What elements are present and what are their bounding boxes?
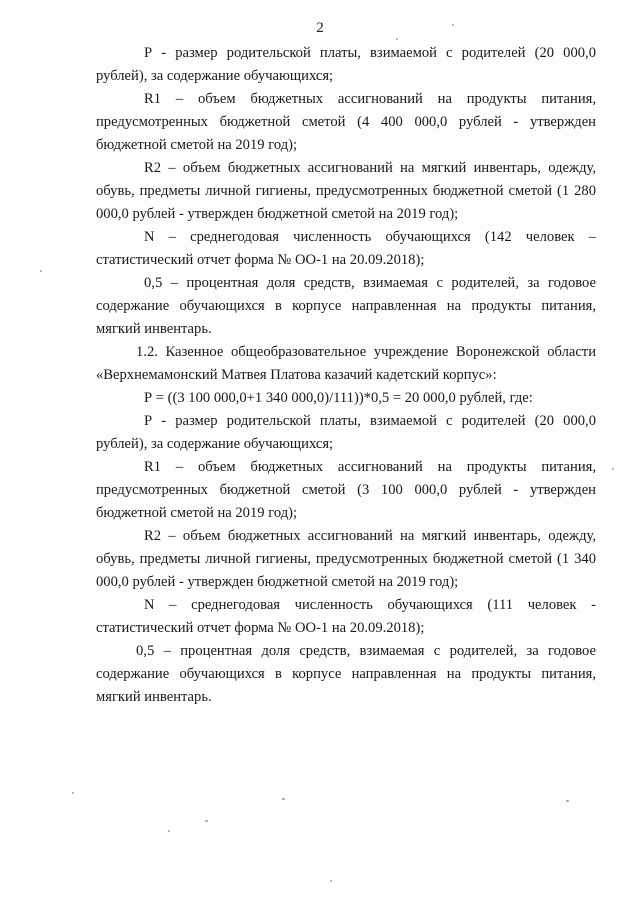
scan-speck [396,38,398,40]
formula-line: Р = ((3 100 000,0+1 340 000,0)/111))*0,5 = 20 000,0 рублей, где: [144,390,533,406]
scan-speck [612,468,614,470]
paragraph-share-definition: 0,5 – процентная доля средств, взимаемая с родителей, за годовое содержание обучающихся в корпусе направленная на продукты питания, мягкий инвентарь. [96,275,596,337]
scan-speck [330,880,332,882]
scan-speck [282,798,285,800]
scan-speck [168,830,170,832]
paragraph-r2-definition-2: R2 – объем бюджетных ассигнований на мягкий инвентарь, одежду, обувь, предметы личной гигиены, предусмотренных бюджетной сметой (1 340 000,0 рублей - утвержден бюджетной сметой на 2019 год); [96,528,596,590]
paragraph-p-definition-2: Р - размер родительской платы, взимаемой с родителей (20 000,0 рублей), за содержание обучающихся; [96,413,596,452]
paragraph-n-definition-2: N – среднегодовая численность обучающихся (111 человек - статистический отчет форма № ОО-1 на 20.09.2018); [96,597,596,636]
scan-speck [205,820,208,822]
paragraph-share-definition-2: 0,5 – процентная доля средств, взимаемая с родителей, за годовое содержание обучающихся в корпусе направленная на продукты питания, мягкий инвентарь. [96,643,596,705]
paragraph-r1-definition-2: R1 – объем бюджетных ассигнований на продукты питания, предусмотренных бюджетной сметой (3 100 000,0 рублей - утвержден бюджетной сметой на 2019 год); [96,459,596,521]
scan-speck [566,800,569,802]
section-heading-1-2: 1.2. Казенное общеобразовательное учреждение Воронежской области «Верхнемамонский Матвея Платова казачий кадетский корпус»: [96,344,596,383]
document-body [96,42,596,709]
paragraph-r1-definition: R1 – объем бюджетных ассигнований на продукты питания, предусмотренных бюджетной сметой (4 400 000,0 рублей - утвержден бюджетной сметой на 2019 год); [96,91,596,153]
paragraph-r2-definition: R2 – объем бюджетных ассигнований на мягкий инвентарь, одежду, обувь, предметы личной гигиены, предусмотренных бюджетной сметой (1 280 000,0 рублей - утвержден бюджетной сметой на 2019 год); [96,160,596,222]
scan-speck [72,792,74,794]
page-number: 2 [316,20,324,36]
scan-speck [40,270,42,272]
scan-speck [452,24,454,26]
paragraph-p-definition: Р - размер родительской платы, взимаемой с родителей (20 000,0 рублей), за содержание обучающихся; [96,45,596,84]
paragraph-n-definition: N – среднегодовая численность обучающихся (142 человек – статистический отчет форма № ОО-1 на 20.09.2018); [96,229,596,268]
